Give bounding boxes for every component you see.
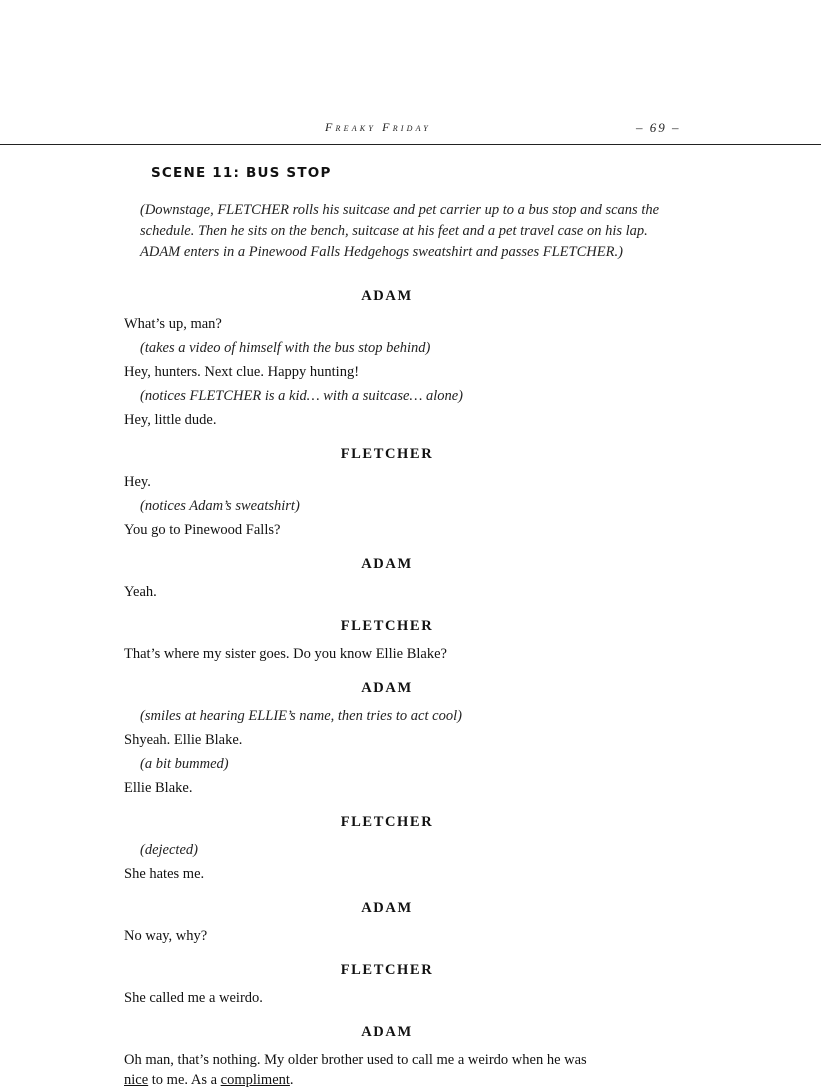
character-name: FLETCHER xyxy=(340,446,434,462)
dialogue-line: That’s where my sister goes. Do you know Ellie Blake? xyxy=(124,646,447,662)
parenthetical: (smiles at hearing ELLIE’s name, then tries to act cool) xyxy=(140,708,462,724)
script-body xyxy=(124,200,664,1090)
header-rule xyxy=(0,144,821,145)
dialogue-line: No way, why? xyxy=(124,928,208,944)
running-header-title: Freaky Friday xyxy=(325,120,431,134)
parenthetical: (notices FLETCHER is a kid… with a suitcase… alone) xyxy=(140,388,464,404)
dialogue-line: She called me a weirdo. xyxy=(124,990,263,1006)
dialogue-text: Oh man, that’s nothing. My older brother used to call me a weirdo when he was xyxy=(124,1052,587,1068)
dialogue-line: You go to Pinewood Falls? xyxy=(124,522,281,538)
parenthetical: (notices Adam’s sweatshirt) xyxy=(140,498,300,514)
parenthetical: (takes a video of himself with the bus stop behind) xyxy=(140,340,431,356)
dialogue-line: She hates me. xyxy=(124,866,205,882)
dialogue-line: Hey, little dude. xyxy=(124,412,217,428)
dialogue-text: to me. As a xyxy=(148,1072,221,1088)
running-header xyxy=(0,0,821,150)
character-name: FLETCHER xyxy=(340,618,434,634)
character-name: FLETCHER xyxy=(340,962,434,978)
dialogue-line: Ellie Blake. xyxy=(124,780,193,796)
dialogue-line: Yeah. xyxy=(124,584,157,600)
character-name: ADAM xyxy=(361,900,413,916)
scene-heading: SCENE 11: BUS STOP xyxy=(151,165,332,181)
underlined-word: nice xyxy=(124,1072,149,1088)
dialogue-line xyxy=(124,1050,664,1090)
dialogue-text: . xyxy=(289,1072,294,1088)
dialogue-line: Hey, hunters. Next clue. Happy hunting! xyxy=(124,364,360,380)
character-name: FLETCHER xyxy=(340,814,434,830)
character-name: ADAM xyxy=(361,1024,413,1040)
parenthetical: (dejected) xyxy=(140,842,198,858)
underlined-word: compliment xyxy=(220,1072,290,1088)
page-number: – 69 – xyxy=(636,120,681,135)
dialogue-line: Hey. xyxy=(124,474,151,490)
stage-direction: (Downstage, FLETCHER rolls his suitcase and pet carrier up to a bus stop and scans the schedule. Then he sits on the bench, suitcase at his feet and a pet travel case on his lap. ADAM enters in a Pinewood Falls Hedgehogs sweatshirt and passes FLETCHER.) xyxy=(140,202,660,260)
character-name: ADAM xyxy=(361,556,413,572)
character-name: ADAM xyxy=(361,288,413,304)
dialogue-line: Shyeah. Ellie Blake. xyxy=(124,732,243,748)
parenthetical: (a bit bummed) xyxy=(140,756,229,772)
character-name: ADAM xyxy=(361,680,413,696)
dialogue-line: What’s up, man? xyxy=(124,316,222,332)
